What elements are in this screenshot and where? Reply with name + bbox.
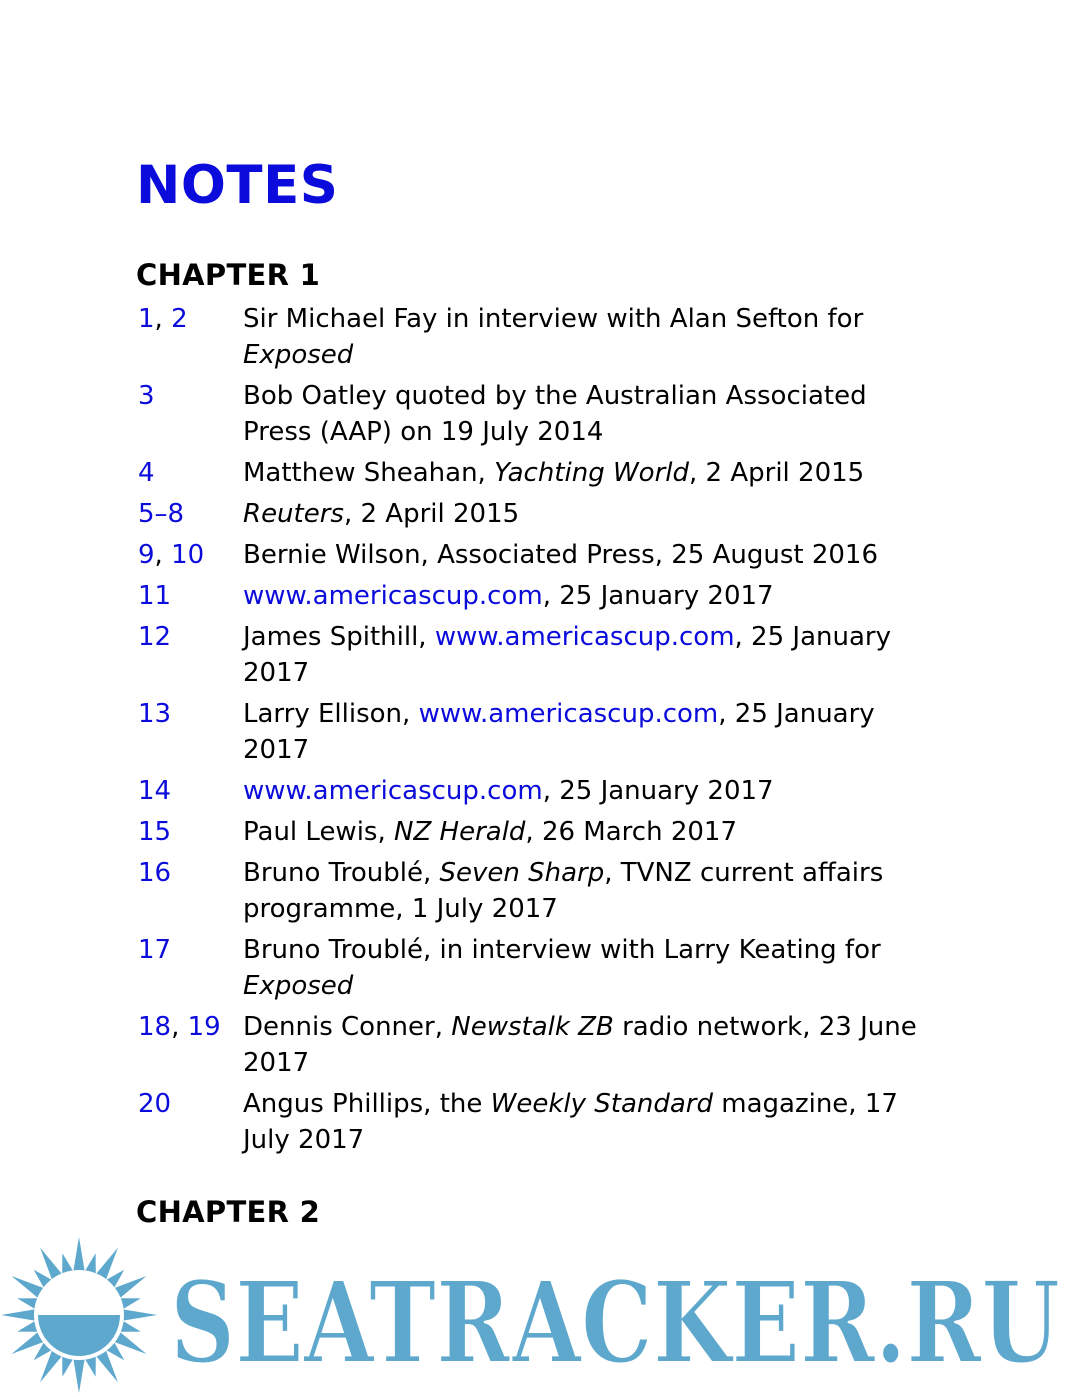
note-number <box>138 537 243 573</box>
note-ref-link[interactable]: 15 <box>138 817 172 847</box>
note-text <box>243 814 943 850</box>
text-segment: magazine, 17 July 2017 <box>243 1089 898 1155</box>
note-ref-link[interactable]: 16 <box>138 858 172 888</box>
note-row <box>138 814 948 850</box>
page-title: NOTES <box>136 155 339 216</box>
text-segment: Bruno Troublé, in interview with Larry Keating for <box>243 935 881 965</box>
note-row <box>138 1086 948 1158</box>
watermark-text: SEATRACKER.RU <box>170 1258 1060 1389</box>
text-segment: Sir Michael Fay in interview with Alan Sefton for <box>243 304 864 334</box>
text-segment: , 2 April 2015 <box>343 499 520 529</box>
note-row <box>138 378 948 450</box>
note-text <box>243 1086 943 1158</box>
text-segment: Dennis Conner, <box>243 1012 452 1042</box>
note-number <box>138 301 243 337</box>
text-segment: , <box>154 540 172 570</box>
note-row <box>138 1009 948 1081</box>
italic-title: NZ Herald <box>394 817 526 847</box>
note-text <box>243 378 943 450</box>
text-segment: Bob Oatley quoted by the Australian Associated Press (AAP) on 19 July 2014 <box>243 381 867 447</box>
note-ref-link[interactable]: 19 <box>187 1012 221 1042</box>
note-row <box>138 619 948 691</box>
note-ref-link[interactable]: 10 <box>171 540 205 570</box>
note-number <box>138 619 243 655</box>
note-text <box>243 855 943 927</box>
note-ref-link[interactable]: 11 <box>138 581 172 611</box>
note-ref-link[interactable]: 1 <box>138 304 155 334</box>
watermark <box>0 1236 1080 1397</box>
note-text <box>243 932 943 1004</box>
note-text <box>243 696 943 768</box>
note-number <box>138 496 243 532</box>
text-segment: , 25 January 2017 <box>542 581 774 611</box>
text-segment: , <box>154 304 172 334</box>
text-segment: radio network, 23 June 2017 <box>243 1012 917 1078</box>
text-segment: Bernie Wilson, Associated Press, 25 August 2016 <box>243 540 878 570</box>
note-ref-link[interactable]: 20 <box>138 1089 172 1119</box>
note-row <box>138 301 948 373</box>
note-ref-link[interactable]: 5–8 <box>138 499 185 529</box>
note-row <box>138 773 948 809</box>
note-ref-link[interactable]: 14 <box>138 776 172 806</box>
italic-title: Exposed <box>243 971 354 1001</box>
url-link[interactable]: www.americascup.com <box>243 581 543 611</box>
note-row <box>138 578 948 614</box>
note-number <box>138 773 243 809</box>
italic-title: Weekly Standard <box>490 1089 713 1119</box>
text-segment: , 25 January 2017 <box>542 776 774 806</box>
note-row <box>138 496 948 532</box>
note-ref-link[interactable]: 12 <box>138 622 172 652</box>
note-number <box>138 1086 243 1122</box>
note-number <box>138 855 243 891</box>
text-segment: , 26 March 2017 <box>525 817 737 847</box>
note-text <box>243 455 943 491</box>
text-segment: Matthew Sheahan, <box>243 458 495 488</box>
url-link[interactable]: www.americascup.com <box>243 776 543 806</box>
note-number <box>138 378 243 414</box>
note-ref-link[interactable]: 18 <box>138 1012 172 1042</box>
note-number <box>138 932 243 968</box>
note-row <box>138 455 948 491</box>
text-segment: Paul Lewis, <box>243 817 394 847</box>
note-text <box>243 496 943 532</box>
italic-title: Seven Sharp <box>439 858 605 888</box>
note-text <box>243 619 943 691</box>
note-ref-link[interactable]: 3 <box>138 381 155 411</box>
note-row <box>138 696 948 768</box>
url-link[interactable]: www.americascup.com <box>434 622 735 652</box>
note-text <box>243 537 943 573</box>
note-number <box>138 1009 243 1045</box>
note-ref-link[interactable]: 2 <box>171 304 188 334</box>
text-segment: , 25 January 2017 <box>243 699 875 765</box>
text-segment: , <box>171 1012 188 1042</box>
note-ref-link[interactable]: 17 <box>138 935 172 965</box>
sun-icon <box>1 1237 157 1393</box>
note-row <box>138 932 948 1004</box>
text-segment: , TVNZ current affairs programme, 1 July 2017 <box>243 858 884 924</box>
note-row <box>138 537 948 573</box>
note-text <box>243 578 943 614</box>
note-number <box>138 814 243 850</box>
note-number <box>138 696 243 732</box>
text-segment: Larry Ellison, <box>243 699 419 729</box>
italic-title: Exposed <box>243 340 354 370</box>
text-segment: James Spithill, <box>243 622 435 652</box>
italic-title: Reuters <box>243 499 344 529</box>
text-segment: Bruno Troublé, <box>243 858 440 888</box>
text-segment: , 2 April 2015 <box>689 458 865 488</box>
note-text <box>243 301 943 373</box>
note-ref-link[interactable]: 4 <box>138 458 155 488</box>
text-segment: , 25 January 2017 <box>243 622 891 688</box>
chapter-heading-2: CHAPTER 2 <box>136 1195 321 1229</box>
chapter-heading-1: CHAPTER 1 <box>136 258 321 292</box>
note-ref-link[interactable]: 9 <box>138 540 155 570</box>
note-text <box>243 1009 943 1081</box>
italic-title: Newstalk ZB <box>451 1012 614 1042</box>
italic-title: Yachting World <box>494 458 689 488</box>
note-ref-link[interactable]: 13 <box>138 699 172 729</box>
url-link[interactable]: www.americascup.com <box>418 699 719 729</box>
note-row <box>138 855 948 927</box>
note-number <box>138 455 243 491</box>
text-segment: Angus Phillips, the <box>243 1089 491 1119</box>
notes-list-chapter-1 <box>138 301 948 1163</box>
note-number <box>138 578 243 614</box>
note-text <box>243 773 943 809</box>
